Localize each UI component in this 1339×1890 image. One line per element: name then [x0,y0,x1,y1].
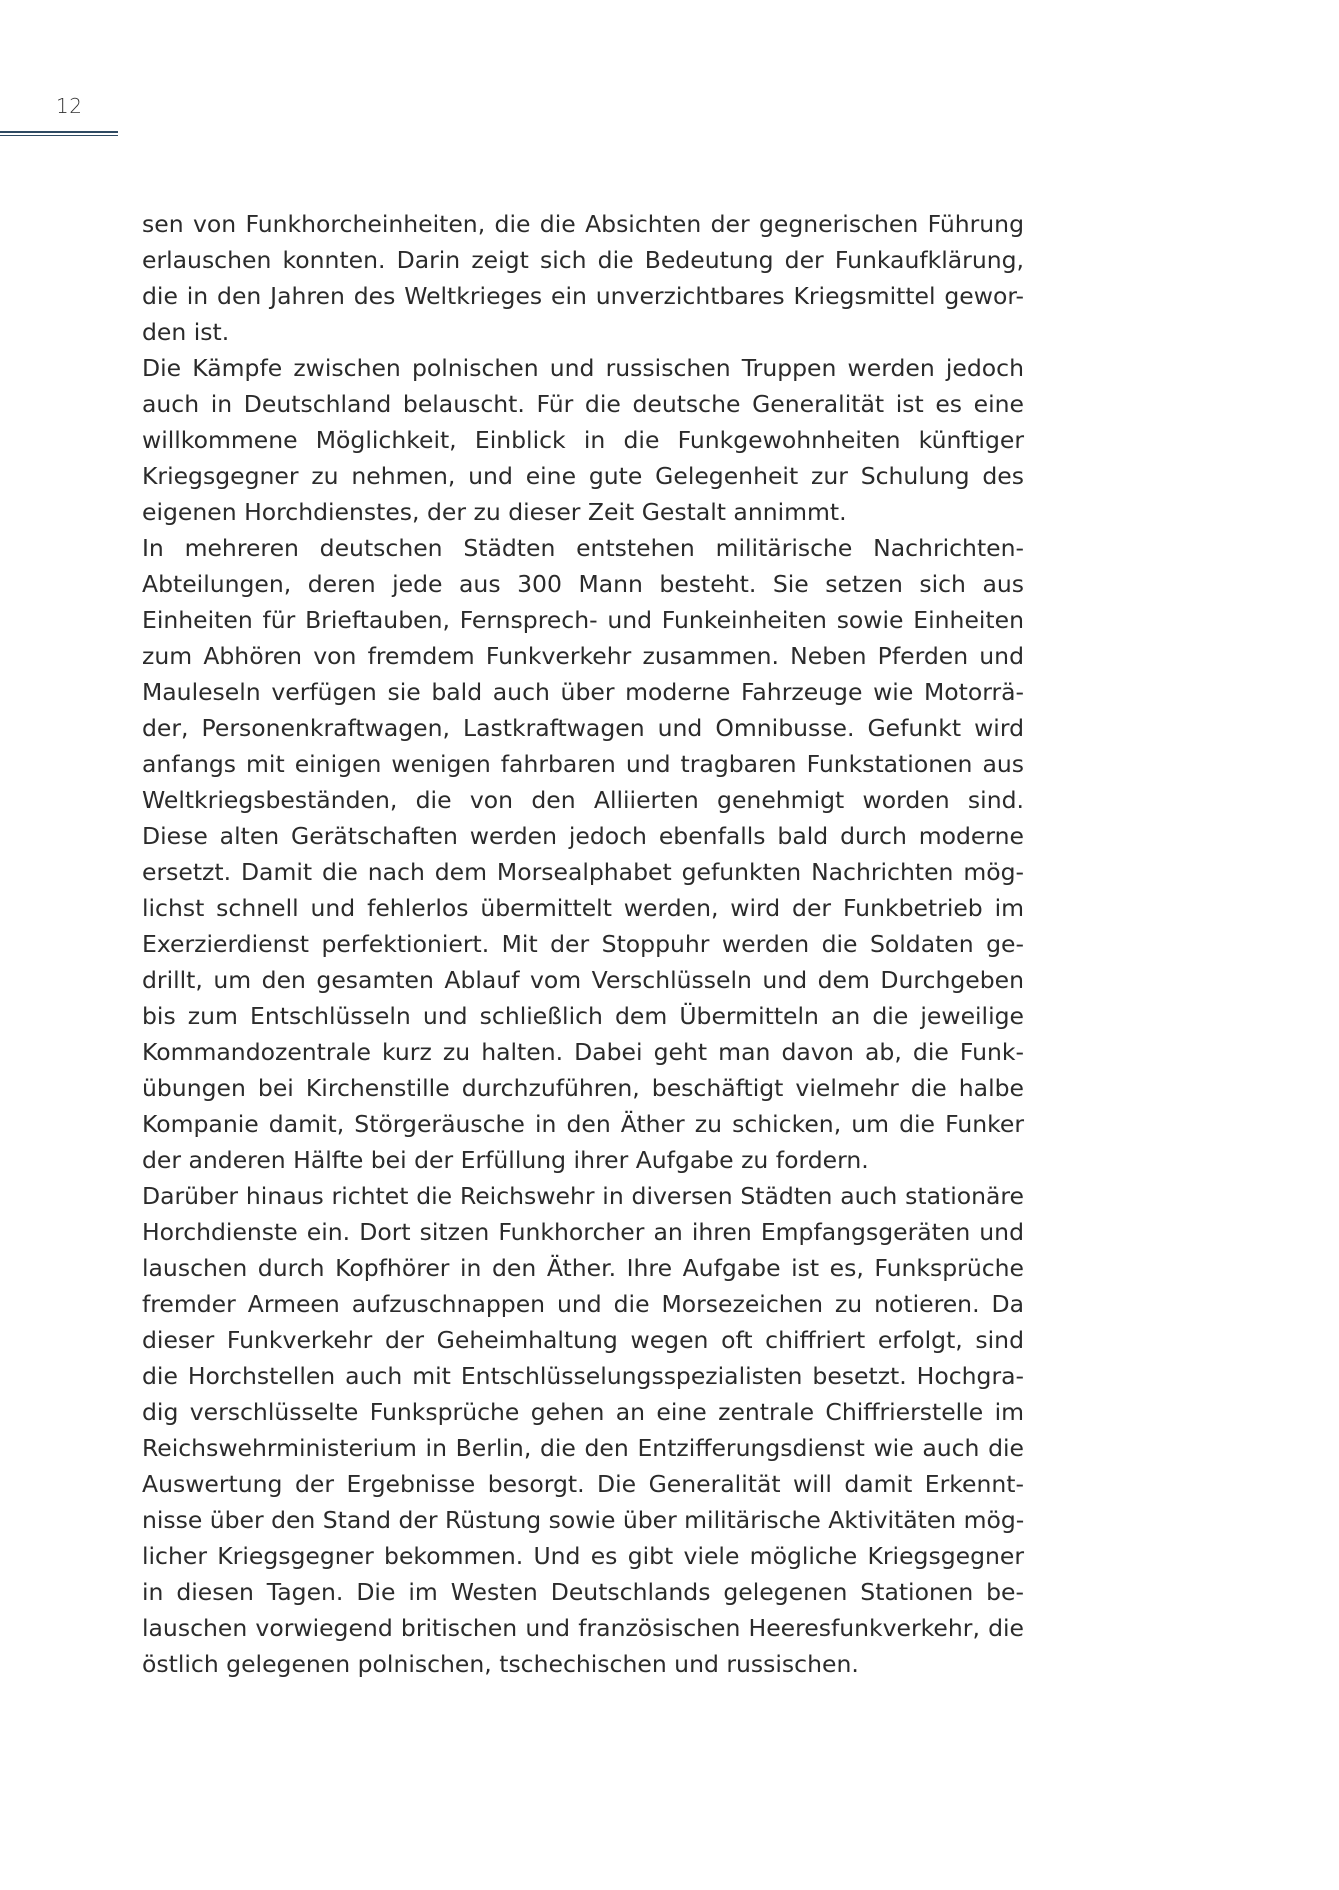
header-rule [0,131,118,133]
text-line: Abteilungen, deren jede aus 300 Mann besteht. Sie setzen sich aus [142,570,1024,598]
text-line: In mehreren deutschen Städten entstehen militärische Nachrichten- [142,534,1024,562]
text-line: die Horchstellen auch mit Entschlüsselungsspezialisten besetzt. Hochgra- [142,1362,1024,1390]
text-line: Kommandozentrale kurz zu halten. Dabei geht man davon ab, die Funk- [142,1038,1024,1066]
text-line: dieser Funkverkehr der Geheimhaltung wegen oft chiffriert erfolgt, sind [142,1326,1024,1354]
text-line: Auswertung der Ergebnisse besorgt. Die Generalität will damit Erkennt- [142,1470,1024,1498]
text-line: Die Kämpfe zwischen polnischen und russischen Truppen werden jedoch [142,354,1024,382]
page-number: 12 [56,94,83,118]
text-line: licher Kriegsgegner bekommen. Und es gibt viele mögliche Kriegsgegner [142,1542,1024,1570]
text-line: Mauleseln verfügen sie bald auch über moderne Fahrzeuge wie Motorrä- [142,678,1024,706]
text-line: in diesen Tagen. Die im Westen Deutschlands gelegenen Stationen be- [142,1578,1024,1606]
text-line: lichst schnell und fehlerlos übermittelt werden, wird der Funkbetrieb im [142,894,1024,922]
text-line: zum Abhören von fremdem Funkverkehr zusammen. Neben Pferden und [142,642,1024,670]
text-line: die in den Jahren des Weltkrieges ein unverzichtbares Kriegsmittel gewor- [142,282,1024,310]
text-line: lauschen vorwiegend britischen und französischen Heeresfunkverkehr, die [142,1614,1024,1642]
text-line: Einheiten für Brieftauben, Fernsprech- und Funkeinheiten sowie Einheiten [142,606,1024,634]
text-line: östlich gelegenen polnischen, tschechischen und russischen. [142,1650,859,1678]
text-line: bis zum Entschlüsseln und schließlich dem Übermitteln an die jeweilige [142,1002,1024,1030]
text-line: übungen bei Kirchenstille durchzuführen, beschäftigt vielmehr die halbe [142,1074,1024,1102]
text-line: Exerzierdienst perfektioniert. Mit der Stoppuhr werden die Soldaten ge- [142,930,1024,958]
text-line: willkommene Möglichkeit, Einblick in die Funkgewohnheiten künftiger [142,426,1024,454]
text-line: der anderen Hälfte bei der Erfüllung ihrer Aufgabe zu fordern. [142,1146,869,1174]
text-line: dig verschlüsselte Funksprüche gehen an eine zentrale Chiffrierstelle im [142,1398,1024,1426]
text-line: drillt, um den gesamten Ablauf vom Verschlüsseln und dem Durchgeben [142,966,1024,994]
text-line: Reichswehrministerium in Berlin, die den Entzifferungsdienst wie auch die [142,1434,1024,1462]
text-line: sen von Funkhorcheinheiten, die die Absichten der gegnerischen Führung [142,210,1024,238]
text-line: Kriegsgegner zu nehmen, und eine gute Gelegenheit zur Schulung des [142,462,1024,490]
body-text [142,206,1024,1682]
text-line: lauschen durch Kopfhörer in den Äther. Ihre Aufgabe ist es, Funksprüche [142,1254,1024,1282]
text-line: Darüber hinaus richtet die Reichswehr in diversen Städten auch stationäre [142,1182,1024,1210]
text-line: erlauschen konnten. Darin zeigt sich die Bedeutung der Funkaufklärung, [142,246,1024,274]
text-line: Horchdienste ein. Dort sitzen Funkhorcher an ihren Empfangsgeräten und [142,1218,1024,1246]
text-line: ersetzt. Damit die nach dem Morsealphabet gefunkten Nachrichten mög- [142,858,1024,886]
text-line: Kompanie damit, Störgeräusche in den Äther zu schicken, um die Funker [142,1110,1024,1138]
text-line: der, Personenkraftwagen, Lastkraftwagen und Omnibusse. Gefunkt wird [142,714,1024,742]
header-rule-thin [0,135,118,136]
text-line: fremder Armeen aufzuschnappen und die Morsezeichen zu notieren. Da [142,1290,1024,1318]
text-line: anfangs mit einigen wenigen fahrbaren und tragbaren Funkstationen aus [142,750,1024,778]
text-line: Diese alten Gerätschaften werden jedoch ebenfalls bald durch moderne [142,822,1024,850]
text-line: auch in Deutschland belauscht. Für die deutsche Generalität ist es eine [142,390,1024,418]
text-line: nisse über den Stand der Rüstung sowie über militärische Aktivitäten mög- [142,1506,1025,1534]
text-line: den ist. [142,318,230,346]
text-line: Weltkriegsbeständen, die von den Alliierten genehmigt worden sind. [142,786,1024,814]
text-line: eigenen Horchdienstes, der zu dieser Zeit Gestalt annimmt. [142,498,847,526]
